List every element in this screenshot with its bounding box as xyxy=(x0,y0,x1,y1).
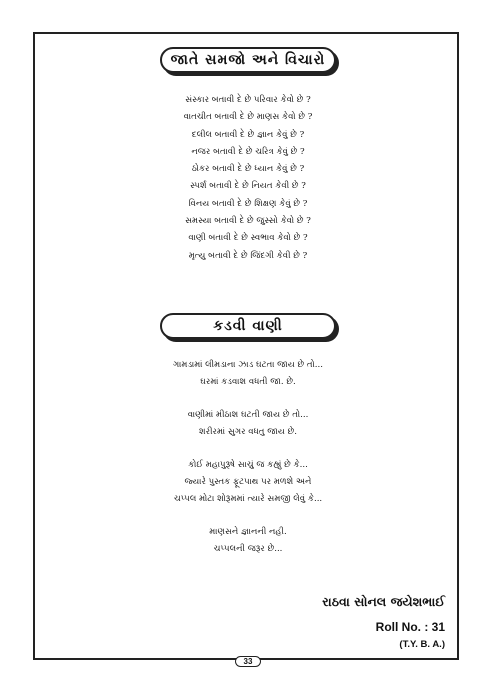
poem-line: વાણીમાં મીઠાશ ઘટતી જાય છે તો... xyxy=(187,410,309,420)
poem-line: ચપ્પલ મોટા શોરૂમમાં ત્યારે સમજી લેવું કે... xyxy=(173,494,323,504)
poem xyxy=(0,357,496,558)
page-number: 33 xyxy=(235,656,261,667)
quote-line: વાણી બતાવી દે છે સ્વભાવ કેવો છે ? xyxy=(188,233,308,244)
quote-line: નજર બતાવી દે છે ચરિત્ર કેવું છે ? xyxy=(191,146,305,157)
poem-line: શરીરમાં સુગર વધતુ જાય છે. xyxy=(199,427,297,437)
poem-line: ચપ્પલની જરૂર છે... xyxy=(213,544,283,554)
quote-line: સ્પર્શ બતાવી દે છે નિયત કેવી છે ? xyxy=(190,181,306,192)
stanza-gap xyxy=(0,508,496,524)
stanza-gap xyxy=(0,391,496,407)
poem-line: માણસને જ્ઞાનની નહી. xyxy=(209,527,287,537)
stanza-gap xyxy=(0,441,496,457)
poem-line: ગામડામાં લીમડાના ઝાડ ઘટતા જાય છે તો... xyxy=(173,360,323,370)
section-title-think: જાતે સમજો અને વિચારો xyxy=(160,47,336,73)
class-name: (T.Y. B. A.) xyxy=(399,639,445,650)
poem-line: ઘરમાં કડવાશ વધતી જા. છે. xyxy=(200,377,296,387)
quote-line: સમસ્યા બતાવી દે છે જુસ્સો કેવો છે ? xyxy=(185,216,311,227)
quote-line: વાતચીત બતાવી દે છે માણસ કેવો છે ? xyxy=(183,112,313,123)
quote-line: વિનય બતાવી દે છે શિક્ષણ કેવું છે ? xyxy=(188,198,308,209)
section-title-bitter-speech: કડવી વાણી xyxy=(160,313,336,339)
quote-line: દલીલ બતાવી દે છે જ્ઞાન કેવું છે ? xyxy=(191,129,305,140)
poem-line: કોઈ મહાપુરૂષે સાચું જ કહ્યું છે કે... xyxy=(188,460,308,470)
quote-list xyxy=(0,92,496,265)
quote-line: મૃત્યુ બતાવી દે છે જિંદગી કેવી છે ? xyxy=(188,250,308,261)
roll-number: Roll No. : 31 xyxy=(375,620,445,634)
quote-line: ઠોકર બતાવી દે છે ધ્યાન કેવું છે ? xyxy=(191,164,305,175)
poem-line: જ્યારે પુસ્તક ફૂટપાથ પર મળશે અને xyxy=(184,477,312,487)
author-name: રાઠવા સોનલ જયેશભાઈ xyxy=(322,594,445,609)
quote-line: સંસ્કાર બતાવી દે છે પરિવાર કેવો છે ? xyxy=(185,95,311,105)
